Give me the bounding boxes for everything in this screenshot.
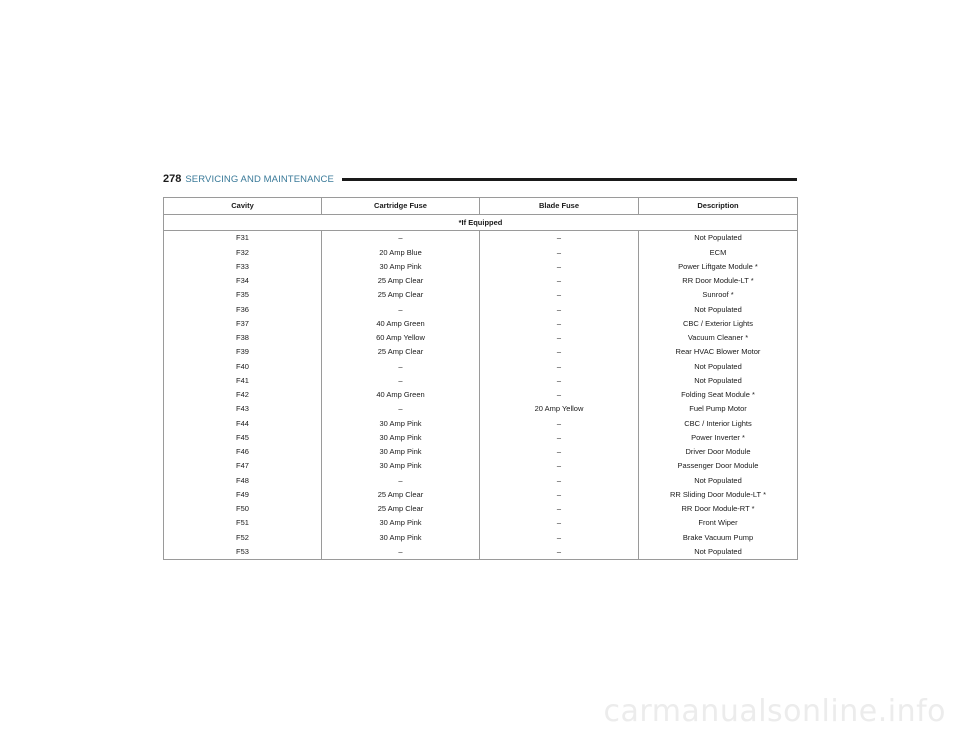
cell-cavity: F49	[164, 488, 322, 502]
cell-description: Vacuum Cleaner *	[639, 331, 798, 345]
cell-cartridge-fuse: 25 Amp Clear	[322, 274, 480, 288]
cell-cartridge-fuse: 20 Amp Blue	[322, 245, 480, 259]
cell-blade-fuse: –	[480, 416, 639, 430]
cell-cartridge-fuse: 30 Amp Pink	[322, 431, 480, 445]
cell-cavity: F37	[164, 317, 322, 331]
cell-blade-fuse: –	[480, 231, 639, 246]
cell-cavity: F40	[164, 359, 322, 373]
cell-blade-fuse: –	[480, 459, 639, 473]
cell-cartridge-fuse: 30 Amp Pink	[322, 260, 480, 274]
cell-cavity: F31	[164, 231, 322, 246]
cell-description: Not Populated	[639, 473, 798, 487]
cell-blade-fuse: –	[480, 260, 639, 274]
cell-cavity: F42	[164, 388, 322, 402]
cell-blade-fuse: –	[480, 473, 639, 487]
cell-cavity: F46	[164, 445, 322, 459]
cell-blade-fuse: –	[480, 374, 639, 388]
cell-description: Sunroof *	[639, 288, 798, 302]
cell-blade-fuse: –	[480, 516, 639, 530]
cell-cavity: F34	[164, 274, 322, 288]
cell-cartridge-fuse: 40 Amp Green	[322, 388, 480, 402]
cell-description: Power Liftgate Module *	[639, 260, 798, 274]
cell-cartridge-fuse: 30 Amp Pink	[322, 530, 480, 544]
cell-cavity: F52	[164, 530, 322, 544]
table-row	[164, 345, 798, 359]
cell-description: RR Door Module-RT *	[639, 502, 798, 516]
cell-blade-fuse: –	[480, 431, 639, 445]
column-header-cartridge-fuse: Cartridge Fuse	[322, 198, 480, 215]
table-row	[164, 530, 798, 544]
cell-blade-fuse: –	[480, 317, 639, 331]
column-header-cavity: Cavity	[164, 198, 322, 215]
cell-cartridge-fuse: –	[322, 374, 480, 388]
watermark: carmanualsonline.info	[603, 694, 946, 729]
cell-cartridge-fuse: 25 Amp Clear	[322, 488, 480, 502]
cell-cavity: F47	[164, 459, 322, 473]
cell-cavity: F48	[164, 473, 322, 487]
table-row	[164, 274, 798, 288]
cell-description: Front Wiper	[639, 516, 798, 530]
table-row	[164, 473, 798, 487]
cell-blade-fuse: –	[480, 331, 639, 345]
table-row	[164, 288, 798, 302]
table-row	[164, 388, 798, 402]
cell-cavity: F41	[164, 374, 322, 388]
cell-blade-fuse: –	[480, 274, 639, 288]
table-header-row	[164, 198, 798, 215]
table-row	[164, 245, 798, 259]
cell-cavity: F43	[164, 402, 322, 416]
page-number: 278	[163, 173, 182, 185]
cell-description: Not Populated	[639, 359, 798, 373]
column-header-blade-fuse: Blade Fuse	[480, 198, 639, 215]
cell-cavity: F35	[164, 288, 322, 302]
cell-blade-fuse: –	[480, 302, 639, 316]
cell-description: CBC / Exterior Lights	[639, 317, 798, 331]
cell-cartridge-fuse: 30 Amp Pink	[322, 516, 480, 530]
cell-cavity: F44	[164, 416, 322, 430]
cell-cartridge-fuse: 25 Amp Clear	[322, 345, 480, 359]
cell-cavity: F38	[164, 331, 322, 345]
cell-cavity: F39	[164, 345, 322, 359]
table-row	[164, 231, 798, 246]
cell-description: Power Inverter *	[639, 431, 798, 445]
cell-cartridge-fuse: 30 Amp Pink	[322, 459, 480, 473]
table-row	[164, 488, 798, 502]
cell-blade-fuse: –	[480, 488, 639, 502]
cell-description: Folding Seat Module *	[639, 388, 798, 402]
page-header	[163, 170, 797, 188]
cell-description: Not Populated	[639, 302, 798, 316]
cell-description: Driver Door Module	[639, 445, 798, 459]
cell-blade-fuse: –	[480, 288, 639, 302]
section-title: SERVICING AND MAINTENANCE	[185, 173, 334, 185]
cell-cartridge-fuse: –	[322, 545, 480, 560]
cell-blade-fuse: –	[480, 388, 639, 402]
table-row	[164, 445, 798, 459]
cell-cartridge-fuse: –	[322, 402, 480, 416]
table-row	[164, 260, 798, 274]
cell-description: Passenger Door Module	[639, 459, 798, 473]
cell-cavity: F51	[164, 516, 322, 530]
cell-description: RR Door Module-LT *	[639, 274, 798, 288]
cell-description: Not Populated	[639, 231, 798, 246]
cell-description: Not Populated	[639, 374, 798, 388]
cell-blade-fuse: –	[480, 445, 639, 459]
cell-cavity: F33	[164, 260, 322, 274]
cell-cartridge-fuse: –	[322, 302, 480, 316]
header-rule	[342, 178, 797, 181]
table-row	[164, 374, 798, 388]
table-row	[164, 317, 798, 331]
cell-cartridge-fuse: –	[322, 359, 480, 373]
table-row	[164, 545, 798, 560]
cell-description: Rear HVAC Blower Motor	[639, 345, 798, 359]
cell-description: Brake Vacuum Pump	[639, 530, 798, 544]
cell-description: Not Populated	[639, 545, 798, 560]
table-row	[164, 402, 798, 416]
cell-cartridge-fuse: 30 Amp Pink	[322, 416, 480, 430]
cell-blade-fuse: –	[480, 245, 639, 259]
cell-blade-fuse: –	[480, 502, 639, 516]
cell-cartridge-fuse: 30 Amp Pink	[322, 445, 480, 459]
cell-blade-fuse: –	[480, 359, 639, 373]
cell-description: Fuel Pump Motor	[639, 402, 798, 416]
cell-cavity: F32	[164, 245, 322, 259]
cell-cartridge-fuse: 60 Amp Yellow	[322, 331, 480, 345]
table-row	[164, 331, 798, 345]
cell-cartridge-fuse: 40 Amp Green	[322, 317, 480, 331]
fuse-table	[163, 197, 798, 560]
cell-description: RR Sliding Door Module-LT *	[639, 488, 798, 502]
cell-cavity: F36	[164, 302, 322, 316]
cell-blade-fuse: –	[480, 545, 639, 560]
table-row	[164, 502, 798, 516]
table-row	[164, 431, 798, 445]
table-row	[164, 416, 798, 430]
table-note-row	[164, 215, 798, 231]
column-header-description: Description	[639, 198, 798, 215]
cell-cavity: F50	[164, 502, 322, 516]
cell-blade-fuse: 20 Amp Yellow	[480, 402, 639, 416]
table-row	[164, 516, 798, 530]
cell-description: CBC / Interior Lights	[639, 416, 798, 430]
cell-description: ECM	[639, 245, 798, 259]
cell-cavity: F45	[164, 431, 322, 445]
table-row	[164, 359, 798, 373]
cell-cartridge-fuse: –	[322, 231, 480, 246]
if-equipped-note: *If Equipped	[164, 215, 798, 231]
cell-cartridge-fuse: 25 Amp Clear	[322, 288, 480, 302]
cell-cartridge-fuse: –	[322, 473, 480, 487]
table-row	[164, 459, 798, 473]
cell-cavity: F53	[164, 545, 322, 560]
table-row	[164, 302, 798, 316]
cell-cartridge-fuse: 25 Amp Clear	[322, 502, 480, 516]
cell-blade-fuse: –	[480, 530, 639, 544]
cell-blade-fuse: –	[480, 345, 639, 359]
